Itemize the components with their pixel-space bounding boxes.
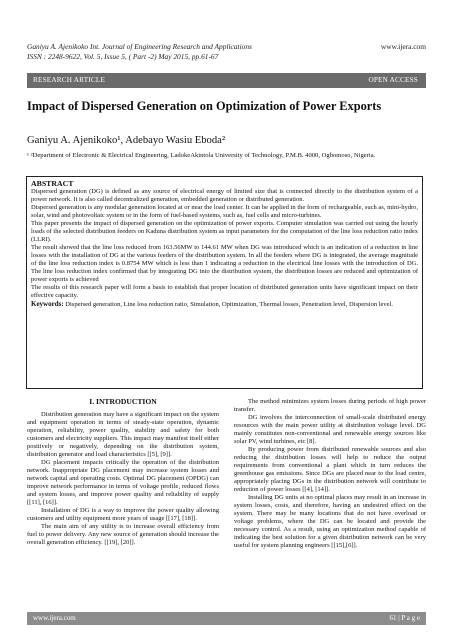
- abstract-box: [26, 176, 423, 389]
- author-affiliation: ¹ ²Department of Electronic & Electrical Engineering, LadokeAkintola University of Technology, P.M.B. 4000, Ogbomoso, Nigeria.: [27, 152, 376, 159]
- body-paragraph: DG placement impacts critically the operation of the distribution network. Inappropriate DG placement may increase system losses and network capital and operating costs. Optimal DG placement (OPDG) can improve network performance in terms of voltage profile, reduced flows and system losses, and improve power quality and reliability of supply [[11], [16]].: [27, 459, 219, 506]
- journal-website[interactable]: www.ijera.com: [380, 42, 426, 51]
- body-paragraph: By producing power from distributed renewable sources and also reducing the distribution losses will help to reduce the output requirements from conventional a plant which in turn reduces the greenhouse gas emissions. Since DGs are placed near to the load centre, appropriately placing DGs in the distribution network will contribute to reduction of power losses [[4], [14]].: [234, 446, 426, 493]
- paper-authors: Ganiyu A. Ajenikoko¹, Adebayo Wasiu Eboda²: [27, 135, 226, 146]
- keywords-list: Dispersed generation, Line loss reduction ratio, Simulation, Optimization, Thermal losses, Penetration level, Dispersion level.: [65, 301, 393, 308]
- footer-website[interactable]: www.ijera.com: [33, 614, 76, 622]
- body-paragraph: DG involves the interconnection of small-scale distributed energy resources with the main power utility at distribution voltage level. DG mainly constitutes non-conventional and renewable energy sources like solar PV, wind turbines, etc [8].: [234, 414, 426, 445]
- body-column-left: [27, 398, 219, 547]
- abstract-paragraph: Dispersed generation (DG) is defined as any source of electrical energy of limited size that is connected directly to the distribution system of a power network. It is also called decentralized generation, embedded generation or distributed generation.: [31, 188, 418, 203]
- body-paragraph: The method minimizes system losses during periods of high power transfer.: [234, 398, 426, 413]
- body-paragraph: Distribution generation may have a significant impact on the system and equipment operation in terms of steady-state operation, dynamic operation, reliability, power quality, stability and safety for both customers and electricity suppliers. This impact may manifest itself either positively or negatively, depending on the distribution system, distribution generator and load characteristics [[5], [9]].: [27, 411, 219, 458]
- section-heading-introduction: I. INTRODUCTION: [89, 397, 157, 406]
- abstract-heading: ABSTRACT: [31, 179, 74, 188]
- page-footer: [27, 612, 426, 625]
- journal-citation: [27, 42, 357, 62]
- body-column-right: [234, 398, 426, 550]
- page-number: 61 | P a g e: [389, 614, 420, 622]
- journal-citation-line1: Ganiyu A. Ajenikoko Int. Journal of Engineering Research and Applications: [27, 42, 252, 51]
- body-paragraph: Installing DG units at no optimal places may result in an increase in system losses, costs, and therefore, having an undesired effect on the system. There may be many locations that do not have overload or voltage problems, where the DG can be located and provide the necessary control. As a result, using an optimization method capable of indicating the best solution for a given distribution network can be very useful for system planning engineers [[15],[6]].: [234, 494, 426, 549]
- abstract-paragraph: The results of this research paper will form a basis to establish that proper location of distributed generation units have significant impact on their effective capacity.: [31, 284, 418, 299]
- article-type-label: RESEARCH ARTICLE: [33, 76, 106, 84]
- keywords-label: Keywords:: [31, 300, 64, 308]
- journal-citation-line2: ISSN : 2248-9622, Vol. 5, Issue 5, ( Part -2) May 2015, pp.61-67: [27, 52, 219, 61]
- abstract-paragraph: Dispersed generation is any modular generation located at or near the load center. It can be applied in the form of rechargeable, such as, mini-hydro, solar, wind and photovoltaic system or in the form of fuel-based systems, such as, fuel cells and micro-turbines.: [31, 204, 418, 219]
- abstract-paragraph: This paper presents the impact of dispersed generation on the optimization of power exports. Computer simulation was carried out using the hourly loads of the selected distribution feeders on Kaduna distribution system as input parameters for the computation of the line loss reduction ratio index (LLRI).: [31, 220, 418, 243]
- keywords: [31, 300, 418, 309]
- paper-title: Impact of Dispersed Generation on Optimization of Power Exports: [27, 99, 382, 113]
- body-paragraph: Installation of DG is a way to improve the power quality allowing customers and utility equipment more years of usage [[17], [18]].: [27, 507, 219, 522]
- article-type-banner: [27, 73, 426, 88]
- open-access-label: OPEN ACCESS: [368, 76, 418, 84]
- body-paragraph: The main aim of any utility is to increase overall efficiency from fuel to power delivery. Any new source of generation should increase the overall generation efficiency. [[19], [20]].: [27, 523, 219, 546]
- abstract-paragraph: The result showed that the line loss reduced from 163.56MW to 144.61 MW when DG was introduced which is an indication of a reduction in line losses with the installation of DG at the various feeders of the distribution system. In all the feeders where DG is integrated, the average magnitude of the line loss reduction index is 0.8754 MW which is less than 1 indicating a reduction in the electrical line losses with the introduction of DG. The line loss reduction index confirmed that by integrating DG into the distribution system, the distribution losses are reduced and optimization of power exports is achieved: [31, 244, 418, 283]
